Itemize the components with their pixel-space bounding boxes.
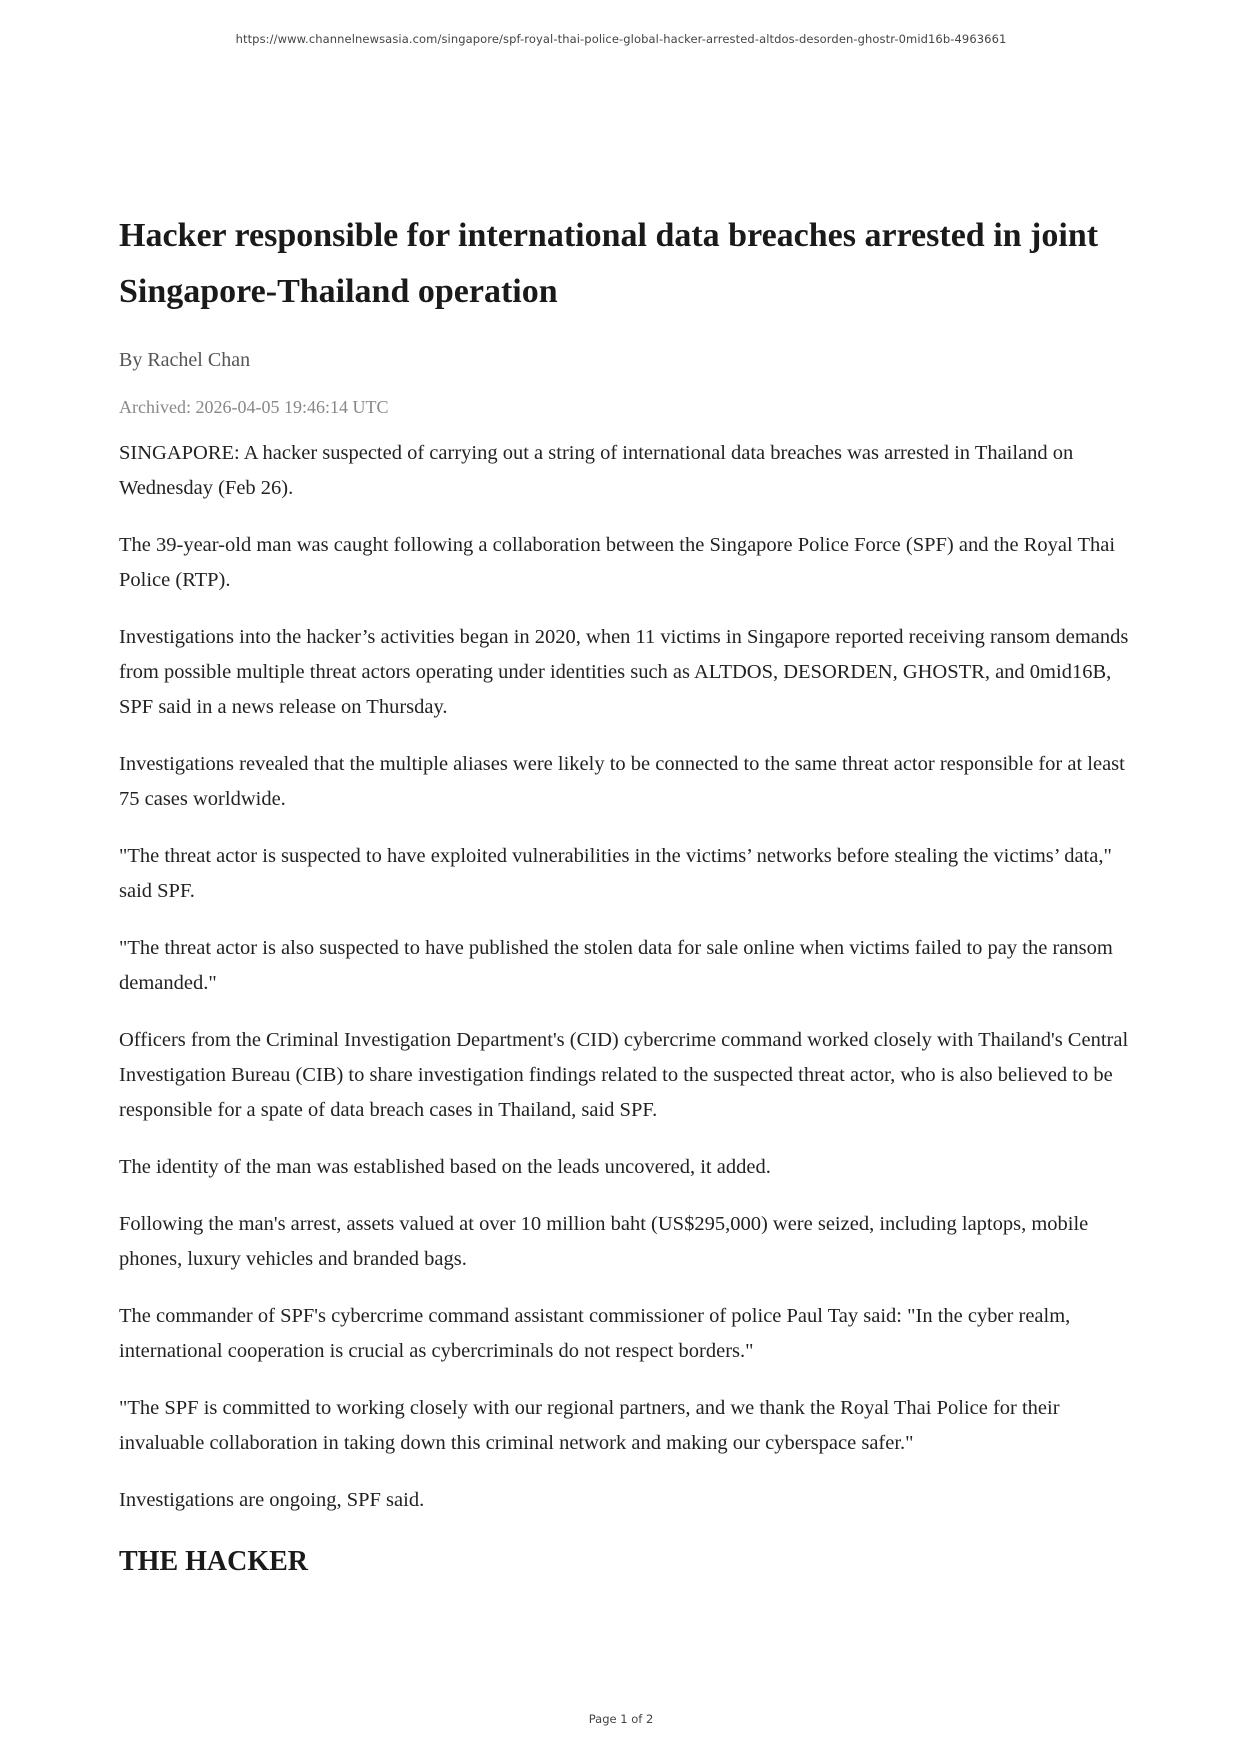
article-byline: By Rachel Chan (119, 349, 251, 371)
article-paragraph: Investigations into the hacker’s activities began in 2020, when 11 victims in Singapore reported receiving ransom demands from possible multiple threat actors operating under identities such as ALTDOS, DESORDEN, GHOSTR, and 0mid16B, SPF said in a news release on Thursday. (119, 626, 1129, 718)
article-paragraph: "The SPF is committed to working closely with our regional partners, and we thank the Royal Thai Police for their invaluable collaboration in taking down this criminal network and making our cyberspace safer." (119, 1397, 1060, 1454)
article-headline: Hacker responsible for international data breaches arrested in joint Singapore-Thailand operation (119, 217, 1099, 310)
article-paragraph: SINGAPORE: A hacker suspected of carrying out a string of international data breaches was arrested in Thailand on Wednesday (Feb 26). (119, 442, 1074, 499)
archived-timestamp: Archived: 2026-04-05 19:46:14 UTC (119, 397, 389, 417)
article-paragraph: The commander of SPF's cybercrime command assistant commissioner of police Paul Tay said: "In the cyber realm, international cooperation is crucial as cybercriminals do not respect borders." (119, 1305, 1071, 1362)
article-paragraph: The 39-year-old man was caught following a collaboration between the Singapore Police Force (SPF) and the Royal Thai Police (RTP). (119, 534, 1116, 591)
article-paragraph: Officers from the Criminal Investigation Department's (CID) cybercrime command worked closely with Thailand's Central Investigation Bureau (CIB) to share investigation findings related to the suspected threat actor, who is also believed to be responsible for a spate of data breach cases in Thailand, said SPF. (119, 1029, 1129, 1121)
article-paragraph: Investigations are ongoing, SPF said. (119, 1489, 425, 1511)
article-paragraph: Investigations revealed that the multiple aliases were likely to be connected to the same threat actor responsible for at least 75 cases worldwide. (119, 753, 1125, 810)
article (119, 208, 1129, 1580)
article-paragraph: "The threat actor is suspected to have exploited vulnerabilities in the victims’ networks before stealing the victims’ data," said SPF. (119, 845, 1112, 902)
article-paragraph: The identity of the man was established based on the leads uncovered, it added. (119, 1156, 771, 1178)
page-indicator: Page 1 of 2 (588, 1712, 654, 1726)
article-paragraph: "The threat actor is also suspected to have published the stolen data for sale online when victims failed to pay the ransom demanded." (119, 937, 1113, 994)
section-heading: THE HACKER (119, 1546, 309, 1577)
article-body (119, 436, 1129, 1518)
source-url: https://www.channelnewsasia.com/singapore/spf-royal-thai-police-global-hacker-arrested-altdos-desorden-ghostr-0mid16b-4963661 (235, 32, 1007, 46)
article-paragraph: Following the man's arrest, assets valued at over 10 million baht (US$295,000) were seized, including laptops, mobile phones, luxury vehicles and branded bags. (119, 1213, 1089, 1270)
